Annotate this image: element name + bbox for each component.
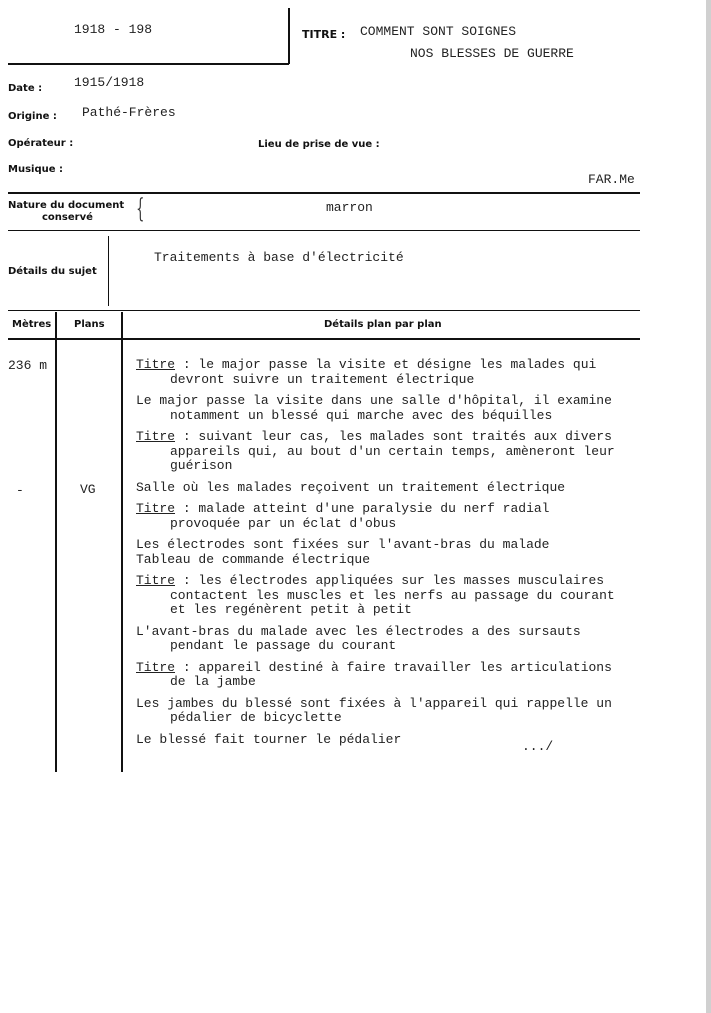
far-me-value: FAR.Me [588, 172, 635, 187]
shot-entry [136, 538, 636, 567]
nature-label-line-1: Nature du document [8, 200, 125, 211]
document-reference: 1918 - 198 [74, 22, 153, 37]
titre-marker: Titre [136, 573, 176, 588]
lieu-label: Lieu de prise de vue : [258, 139, 380, 150]
origine-label: Origine : [8, 111, 57, 122]
shot-line: : le major passe la visite et désigne les malades qui [182, 357, 597, 372]
shot-entry [136, 358, 636, 387]
shot-entry [136, 481, 636, 496]
shot-line: provoquée par un éclat d'obus [170, 515, 397, 531]
shot-entry [136, 625, 636, 654]
titre-marker: Titre [136, 501, 176, 516]
table-header-divider [8, 338, 640, 340]
details-sujet-value: Traitements à base d'électricité [154, 250, 404, 265]
nature-bracket: { [136, 194, 145, 224]
metres-value: 236 m [8, 358, 48, 373]
titre-marker: Titre [136, 429, 176, 444]
column-separator-1 [55, 312, 57, 772]
column-separator-2 [121, 312, 123, 772]
date-value: 1915/1918 [74, 75, 145, 90]
shot-line: guérison [170, 458, 233, 473]
shot-line: pédalier de bicyclette [170, 710, 342, 725]
shot-line: Le major passe la visite dans une salle d'hôpital, il examine [136, 393, 612, 408]
column-header-details: Détails plan par plan [324, 319, 442, 330]
date-label: Date : [8, 83, 43, 94]
shot-entry [136, 697, 636, 726]
plans-value: VG [80, 482, 96, 497]
header-box-bottom-border [8, 63, 289, 65]
shot-line: notamment un blessé qui marche avec des béquilles [170, 407, 553, 423]
shot-line: appareils qui, au bout d'un certain temps, amèneront leur [170, 443, 615, 459]
shot-line: : les électrodes appliquées sur les masses musculaires [182, 573, 605, 588]
column-header-plans: Plans [74, 319, 105, 330]
shot-line: Les jambes du blessé sont fixées à l'appareil qui rappelle un [136, 695, 612, 711]
shot-line: : appareil destiné à faire travailler les articulations [182, 659, 612, 675]
details-sujet-label: Détails du sujet [8, 266, 97, 277]
origine-value: Pathé-Frères [82, 105, 176, 120]
details-sujet-bracket-line [108, 236, 109, 306]
titre-line-1: COMMENT SONT SOIGNES [360, 24, 517, 39]
nature-label-line-2: conservé [42, 212, 93, 223]
operateur-label: Opérateur : [8, 138, 74, 149]
titre-label: TITRE : [302, 28, 346, 41]
shot-line: et les regénèrent petit à petit [170, 602, 412, 617]
metres-dash: - [16, 483, 24, 498]
shot-entry [136, 574, 636, 618]
shot-line: Les électrodes sont fixées sur l'avant-bras du malade [136, 537, 550, 552]
shot-entry [136, 430, 636, 474]
shot-line: : suivant leur cas, les malades sont traités aux divers [182, 429, 612, 444]
shot-line: L'avant-bras du malade avec les électrodes a des sursauts [136, 623, 581, 639]
shot-list [136, 358, 636, 754]
nature-value: marron [326, 200, 373, 215]
header-box-right-border [288, 8, 290, 64]
shot-entry [136, 502, 636, 531]
meta-divider [8, 192, 640, 194]
shot-line: pendant le passage du courant [170, 638, 397, 653]
titre-marker: Titre [136, 357, 176, 372]
shot-line: Salle où les malades reçoivent un traitement électrique [136, 479, 566, 495]
nature-divider [8, 230, 640, 231]
shot-entry [136, 394, 636, 423]
sujet-divider [8, 310, 640, 311]
shot-entry [136, 733, 636, 748]
shot-line: contactent les muscles et les nerfs au passage du courant [170, 587, 615, 603]
musique-label: Musique : [8, 164, 63, 175]
shot-line: Le blessé fait tourner le pédalier [136, 731, 402, 747]
shot-line: devront suivre un traitement électrique [170, 371, 475, 387]
column-header-metres: Mètres [12, 319, 52, 330]
shot-line: de la jambe [170, 674, 256, 689]
shot-line: : malade atteint d'une paralysie du nerf radial [182, 501, 550, 516]
shot-entry [136, 661, 636, 690]
continuation-marker: .../ [522, 739, 554, 754]
titre-marker: Titre [136, 659, 176, 675]
page-edge-shadow [706, 0, 711, 1013]
titre-line-2: NOS BLESSES DE GUERRE [410, 46, 574, 61]
shot-line: Tableau de commande électrique [136, 551, 371, 567]
